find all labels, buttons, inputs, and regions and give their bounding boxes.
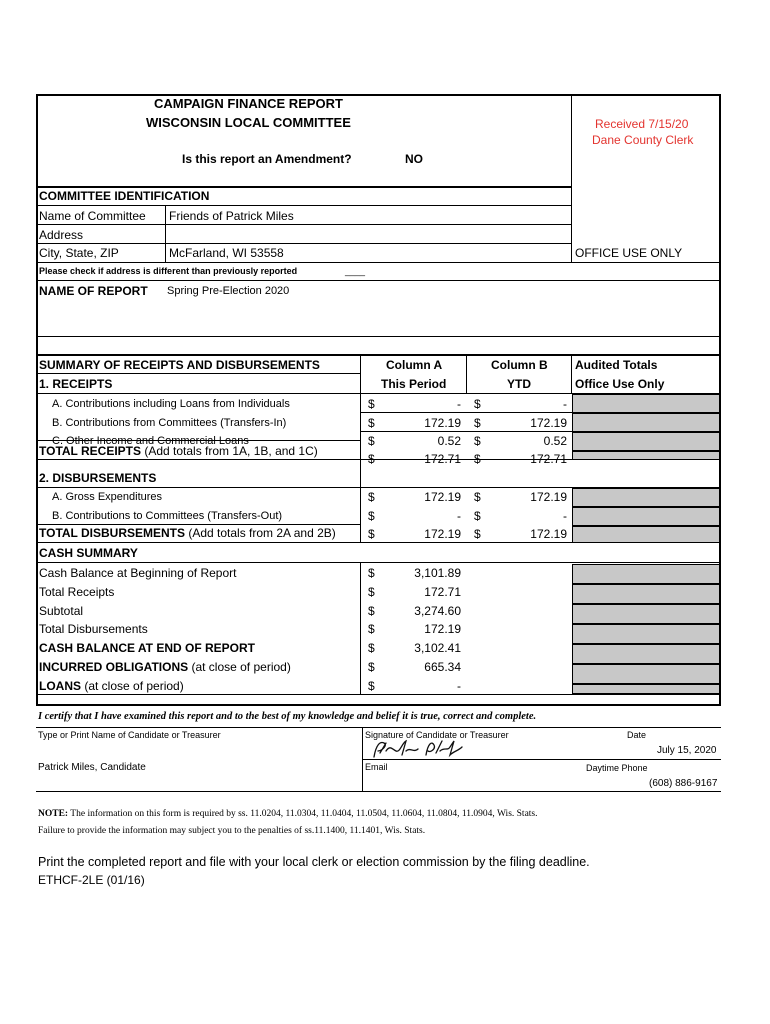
currency-sign: $	[474, 452, 481, 466]
office-use-label: OFFICE USE ONLY	[575, 246, 683, 260]
cash-value: 172.71	[424, 585, 461, 599]
amendment-question: Is this report an Amendment?	[182, 152, 352, 166]
phone-value: (608) 886-9167	[649, 778, 718, 789]
signature-field-label: Signature of Candidate or Treasurer	[365, 730, 509, 740]
date-label: Date	[627, 730, 647, 740]
audited-totals-title: Audited Totals	[575, 358, 658, 372]
cash-label: Total Disbursements	[39, 622, 148, 636]
receipt-label: A. Contributions including Loans from Individuals	[52, 398, 290, 410]
column-a-value: -	[457, 509, 461, 523]
column-a-subtitle: This Period	[381, 377, 447, 391]
penalty-text: Failure to provide the information may subject you to the penalties of ss.11.1400, 11.1401, Wis. Stats.	[38, 826, 426, 836]
column-b-total: 172.19	[530, 527, 567, 541]
certification-statement: I certify that I have examined this report and to the best of my knowledge and belief it is true, correct and complete.	[38, 711, 537, 722]
receipt-label: B. Contributions from Committees (Transfers-In)	[52, 417, 287, 429]
currency-sign: $	[368, 527, 375, 541]
currency-sign: $	[368, 622, 375, 636]
summary-title: SUMMARY OF RECEIPTS AND DISBURSEMENTS	[39, 358, 320, 372]
currency-sign: $	[368, 660, 375, 674]
audited-totals-subtitle: Office Use Only	[575, 377, 665, 391]
disbursement-label: A. Gross Expenditures	[52, 491, 163, 503]
column-a-value: -	[457, 397, 461, 411]
currency-sign: $	[368, 416, 375, 430]
currency-sign: $	[474, 416, 481, 430]
column-b-value: 0.52	[543, 434, 567, 448]
column-b-subtitle: YTD	[507, 377, 531, 391]
currency-sign: $	[368, 434, 375, 448]
column-b-value: -	[563, 397, 567, 411]
currency-sign: $	[474, 527, 481, 541]
form-subtitle: WISCONSIN LOCAL COMMITTEE	[146, 115, 351, 130]
name-field-label: Type or Print Name of Candidate or Treasurer	[38, 730, 221, 740]
city-value: McFarland, WI 53558	[169, 246, 284, 260]
committee-section-title: COMMITTEE IDENTIFICATION	[39, 189, 210, 203]
currency-sign: $	[368, 452, 375, 466]
currency-sign: $	[368, 641, 375, 655]
column-b-title: Column B	[491, 358, 548, 372]
cash-value: 3,274.60	[414, 604, 461, 618]
cash-value: 172.19	[424, 622, 461, 636]
cash-label: INCURRED OBLIGATIONS (at close of period)	[39, 660, 291, 674]
city-label: City, State, ZIP	[39, 246, 119, 260]
filing-instructions: Print the completed report and file with your local clerk or election commission by the filing deadline.	[38, 855, 590, 869]
disbursement-label: B. Contributions to Committees (Transfers-Out)	[52, 510, 283, 522]
cash-label: LOANS (at close of period)	[39, 679, 184, 693]
currency-sign: $	[368, 397, 375, 411]
currency-sign: $	[368, 585, 375, 599]
candidate-name: Patrick Miles, Candidate	[38, 762, 146, 773]
form-id: ETHCF-2LE (01/16)	[38, 873, 145, 887]
receipt-label: C. Other Income and Commercial Loans	[52, 435, 249, 447]
address-change-note: Please check if address is different than previously reported	[39, 266, 298, 276]
column-b-value: 172.19	[530, 416, 567, 430]
amendment-answer: NO	[405, 152, 423, 166]
cash-value: 3,102.41	[414, 641, 461, 655]
committee-name-value: Friends of Patrick Miles	[169, 209, 294, 223]
clerk-stamp: Dane County Clerk	[592, 133, 694, 147]
currency-sign: $	[474, 397, 481, 411]
cash-summary-heading: CASH SUMMARY	[39, 546, 138, 560]
column-b-total: 172.71	[530, 452, 567, 466]
cash-value: -	[457, 679, 461, 693]
cash-label: Total Receipts	[39, 585, 115, 599]
date-value: July 15, 2020	[657, 745, 717, 756]
currency-sign: $	[474, 490, 481, 504]
disbursements-total-label: TOTAL DISBURSEMENTS (Add totals from 2A and 2B)	[39, 526, 336, 540]
column-a-title: Column A	[386, 358, 443, 372]
email-label: Email	[365, 762, 388, 772]
currency-sign: $	[368, 509, 375, 523]
receipts-heading: 1. RECEIPTS	[39, 377, 113, 391]
disbursements-heading: 2. DISBURSEMENTS	[39, 471, 157, 485]
cash-value: 665.34	[424, 660, 461, 674]
currency-sign: $	[368, 566, 375, 580]
report-name-label: NAME OF REPORT	[39, 284, 148, 298]
column-a-value: 172.19	[424, 416, 461, 430]
column-a-value: 172.19	[424, 490, 461, 504]
column-b-value: -	[563, 509, 567, 523]
received-stamp: Received 7/15/20	[595, 117, 689, 131]
currency-sign: $	[368, 604, 375, 618]
cash-label: Cash Balance at Beginning of Report	[39, 566, 237, 580]
currency-sign: $	[474, 434, 481, 448]
report-name-value: Spring Pre-Election 2020	[167, 285, 290, 297]
receipts-total-label: TOTAL RECEIPTS (Add totals from 1A, 1B, and 1C)	[39, 444, 318, 458]
currency-sign: $	[368, 679, 375, 693]
cash-label: Subtotal	[39, 604, 84, 618]
column-a-value: 0.52	[437, 434, 461, 448]
column-a-total: 172.71	[424, 452, 461, 466]
form-title: CAMPAIGN FINANCE REPORT	[154, 96, 343, 111]
signature-image	[370, 737, 466, 763]
committee-name-label: Name of Committee	[39, 209, 146, 223]
address-change-checkbox[interactable]: ____	[345, 266, 366, 276]
note-text: NOTE: The information on this form is required by ss. 11.0204, 11.0304, 11.0404, 11.0504, 11.0604, 11.0804, 11.0904, Wis. Stats.	[38, 809, 538, 819]
currency-sign: $	[474, 509, 481, 523]
column-a-total: 172.19	[424, 527, 461, 541]
cash-label: CASH BALANCE AT END OF REPORT	[39, 641, 255, 655]
cash-value: 3,101.89	[414, 566, 461, 580]
address-label: Address	[39, 228, 84, 242]
currency-sign: $	[368, 490, 375, 504]
column-b-value: 172.19	[530, 490, 567, 504]
phone-label: Daytime Phone	[586, 763, 648, 773]
